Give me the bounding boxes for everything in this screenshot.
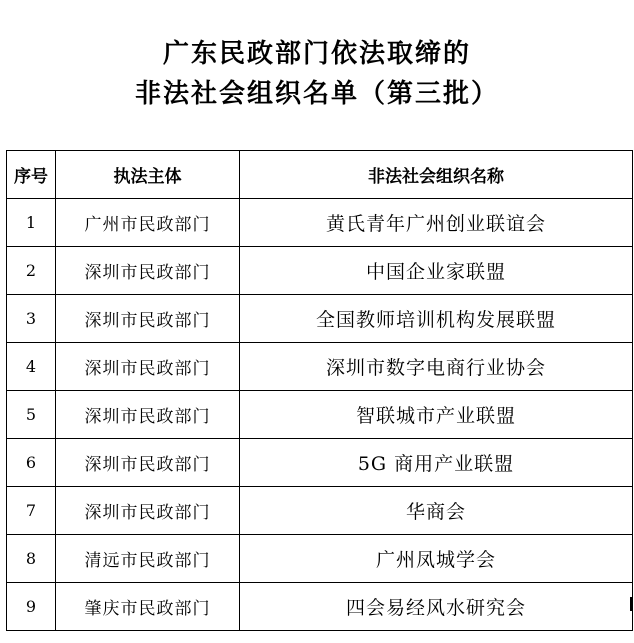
title-line-1: 广东民政部门依法取缔的 bbox=[162, 39, 471, 69]
row-enforcer: 深圳市民政部门 bbox=[56, 391, 240, 439]
row-org-name: 5G 商用产业联盟 bbox=[240, 439, 633, 487]
table-row bbox=[7, 535, 633, 583]
row-org-name: 深圳市数字电商行业协会 bbox=[240, 343, 633, 391]
row-enforcer: 深圳市民政部门 bbox=[56, 487, 240, 535]
row-enforcer: 深圳市民政部门 bbox=[56, 343, 240, 391]
row-seq: 9 bbox=[7, 583, 56, 631]
table-row bbox=[7, 439, 633, 487]
header-enforcer: 执法主体 bbox=[56, 151, 240, 199]
row-org-name: 黄氏青年广州创业联谊会 bbox=[240, 199, 633, 247]
row-seq: 3 bbox=[7, 295, 56, 343]
row-org-name: 华商会 bbox=[240, 487, 633, 535]
row-org-name: 中国企业家联盟 bbox=[240, 247, 633, 295]
row-seq: 8 bbox=[7, 535, 56, 583]
row-enforcer: 深圳市民政部门 bbox=[56, 295, 240, 343]
row-org-name: 广州凤城学会 bbox=[240, 535, 633, 583]
row-enforcer: 清远市民政部门 bbox=[56, 535, 240, 583]
row-seq: 7 bbox=[7, 487, 56, 535]
document-title bbox=[0, 34, 634, 114]
table-row bbox=[7, 343, 633, 391]
row-seq: 4 bbox=[7, 343, 56, 391]
row-seq: 1 bbox=[7, 199, 56, 247]
table-row bbox=[7, 391, 633, 439]
table-header-row bbox=[7, 151, 633, 199]
table-row bbox=[7, 247, 633, 295]
title-line-2: 非法社会组织名单（第三批） bbox=[134, 79, 499, 109]
organization-table bbox=[6, 150, 633, 631]
table-row bbox=[7, 295, 633, 343]
table-row bbox=[7, 487, 633, 535]
row-enforcer: 深圳市民政部门 bbox=[56, 439, 240, 487]
header-seq: 序号 bbox=[7, 151, 56, 199]
row-org-name: 全国教师培训机构发展联盟 bbox=[240, 295, 633, 343]
row-seq: 2 bbox=[7, 247, 56, 295]
row-org-name: 智联城市产业联盟 bbox=[240, 391, 633, 439]
table-row bbox=[7, 199, 633, 247]
row-enforcer: 肇庆市民政部门 bbox=[56, 583, 240, 631]
row-org-name: 四会易经风水研究会 bbox=[240, 583, 633, 631]
row-enforcer: 深圳市民政部门 bbox=[56, 247, 240, 295]
edge-mark bbox=[630, 597, 632, 611]
table-row bbox=[7, 583, 633, 631]
row-seq: 5 bbox=[7, 391, 56, 439]
row-seq: 6 bbox=[7, 439, 56, 487]
row-enforcer: 广州市民政部门 bbox=[56, 199, 240, 247]
header-org-name: 非法社会组织名称 bbox=[240, 151, 633, 199]
